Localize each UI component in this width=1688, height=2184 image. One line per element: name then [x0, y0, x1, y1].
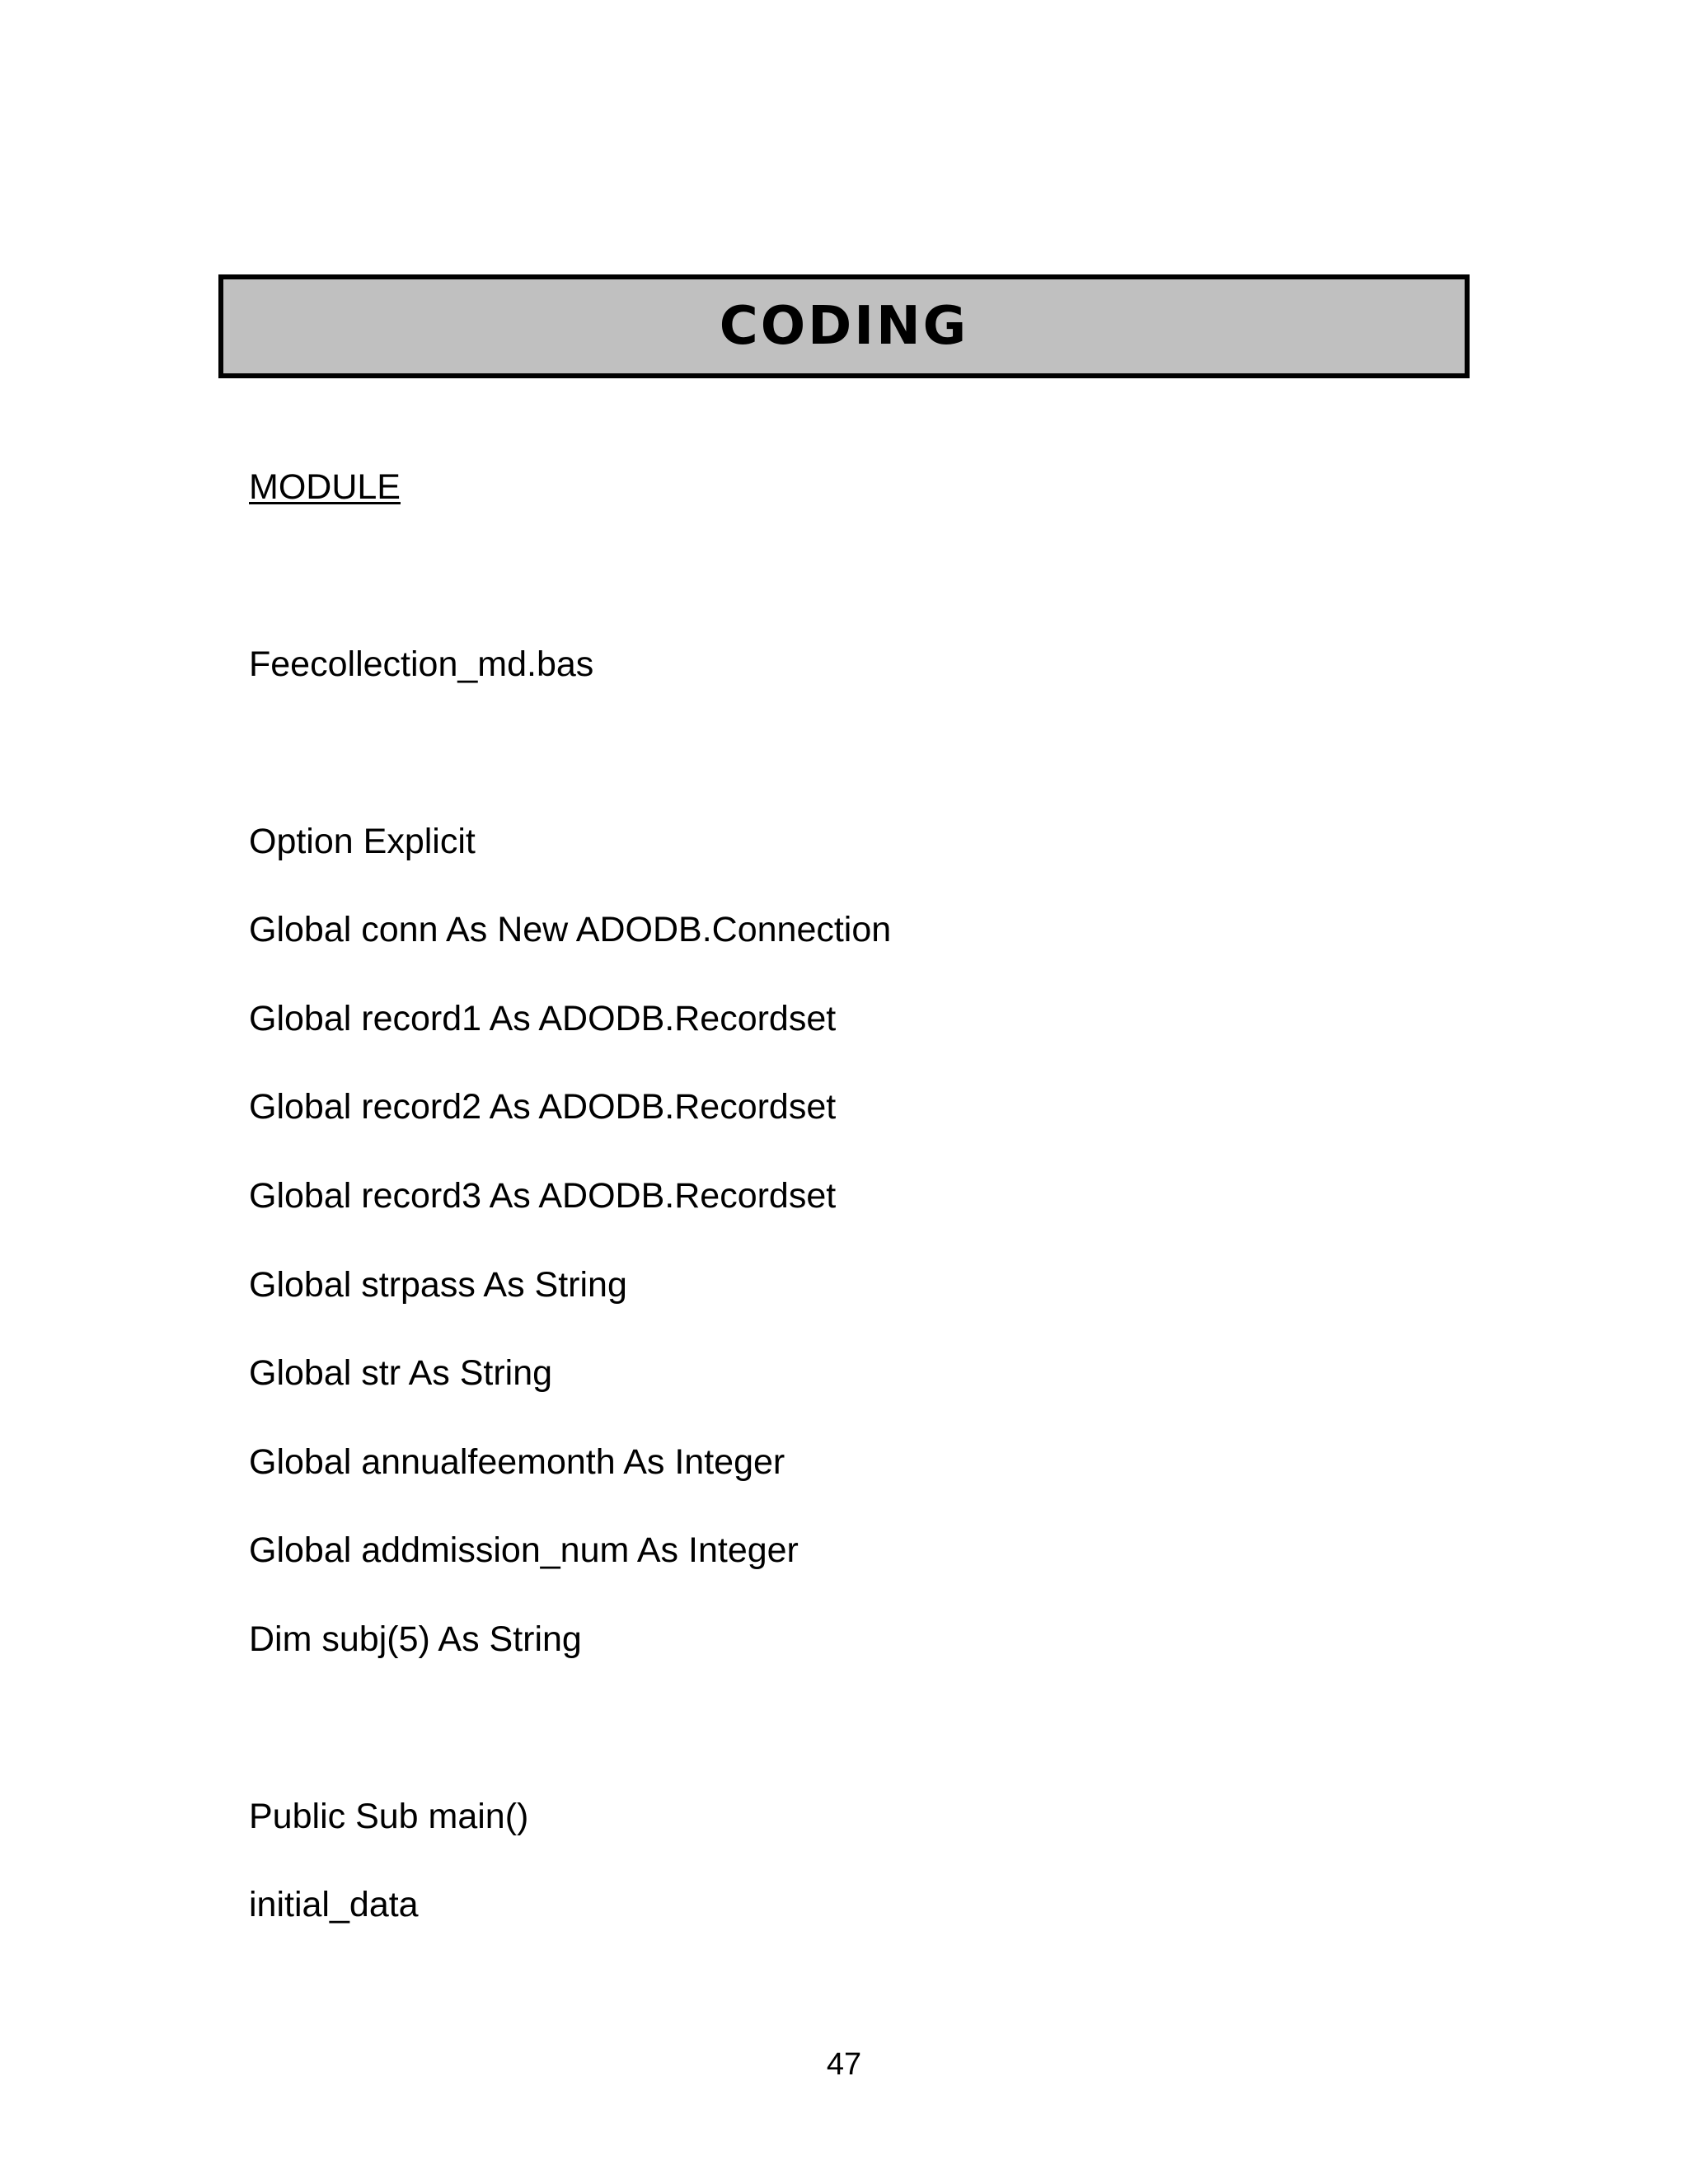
page-title: CODING	[719, 296, 969, 357]
code-line: Global record1 As ADODB.Recordset	[249, 999, 837, 1038]
code-line: Global addmission_num As Integer	[249, 1530, 799, 1570]
code-line: Global str As String	[249, 1353, 553, 1393]
section-heading: MODULE	[249, 467, 401, 507]
page-number: 47	[826, 2047, 862, 2082]
code-line: Global strpass As String	[249, 1265, 627, 1305]
code-line: Public Sub main()	[249, 1797, 529, 1836]
code-line: Global record2 As ADODB.Recordset	[249, 1087, 837, 1127]
code-line: Global annualfeemonth As Integer	[249, 1442, 785, 1482]
code-line: Option Explicit	[249, 822, 476, 861]
title-banner	[218, 274, 1470, 378]
code-line: Dim subj(5) As String	[249, 1619, 582, 1659]
code-line: Global record3 As ADODB.Recordset	[249, 1176, 837, 1216]
code-line: initial_data	[249, 1885, 419, 1924]
code-line: Global conn As New ADODB.Connection	[249, 910, 892, 949]
file-name: Feecollection_md.bas	[249, 644, 594, 684]
